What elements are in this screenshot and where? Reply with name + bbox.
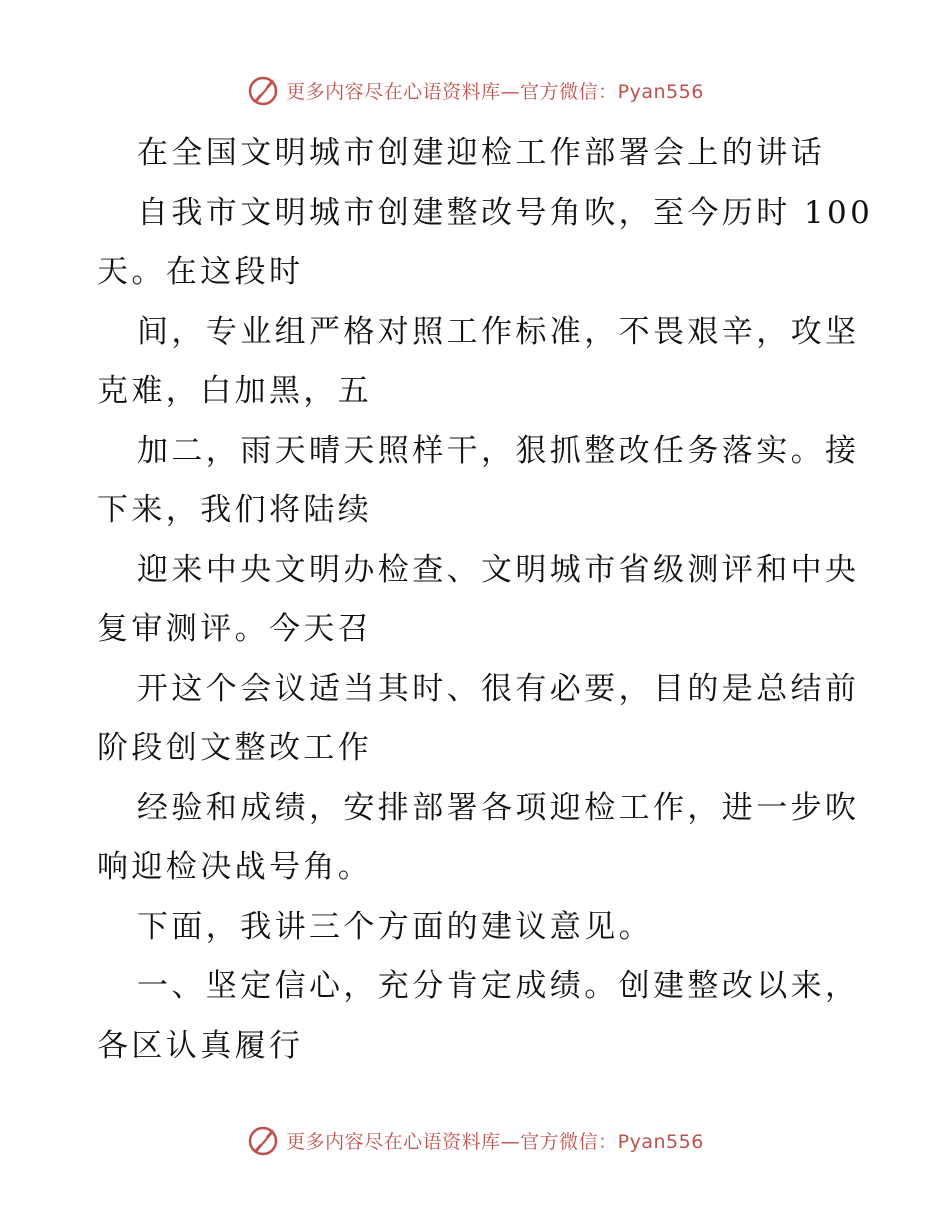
paragraph-line: 天。在这段时 — [97, 254, 304, 290]
document-body — [97, 124, 874, 1076]
paragraph-line: 响迎检决战号角。 — [97, 849, 373, 885]
paragraph-line: 下来，我们将陆续 — [97, 492, 373, 528]
paragraph-line: 经验和成绩，安排部署各项迎检工作，进一步吹 — [137, 789, 860, 826]
paragraph-line: 复审测评。今天召 — [97, 611, 373, 647]
paragraph-line: 开这个会议适当其时、很有必要，目的是总结前 — [137, 670, 860, 707]
footer-banner — [0, 1120, 950, 1160]
quill-pen-logo-icon — [246, 73, 280, 107]
paragraph-line: 阶段创文整改工作 — [97, 730, 373, 766]
paragraph-line: 间，专业组严格对照工作标准，不畏艰辛，攻坚 — [137, 313, 860, 350]
paragraph-line: 一、坚定信心，充分肯定成绩。创建整改以来， — [137, 968, 860, 1004]
paragraph-line: 迎来中央文明办检查、文明城市省级测评和中央 — [137, 551, 860, 588]
paragraph-line: 各区认真履行 — [97, 1027, 304, 1064]
paragraph-line: 克难，白加黑，五 — [97, 373, 373, 409]
paragraph-line: 加二，雨天晴天照样干，狠抓整改任务落实。接 — [137, 432, 860, 469]
document-title: 在全国文明城市创建迎检工作部署会上的讲话 — [137, 135, 825, 171]
header-banner — [0, 70, 950, 110]
paragraph-line: 下面，我讲三个方面的建议意见。 — [137, 908, 653, 945]
footer-banner-text: 更多内容尽在心语资料库—官方微信：Pyan556 — [286, 1130, 704, 1153]
paragraph-line: 自我市文明城市创建整改号角吹，至今历时 100 — [137, 194, 874, 231]
header-banner-text: 更多内容尽在心语资料库—官方微信：Pyan556 — [286, 80, 704, 103]
quill-pen-logo-icon — [246, 1123, 280, 1157]
